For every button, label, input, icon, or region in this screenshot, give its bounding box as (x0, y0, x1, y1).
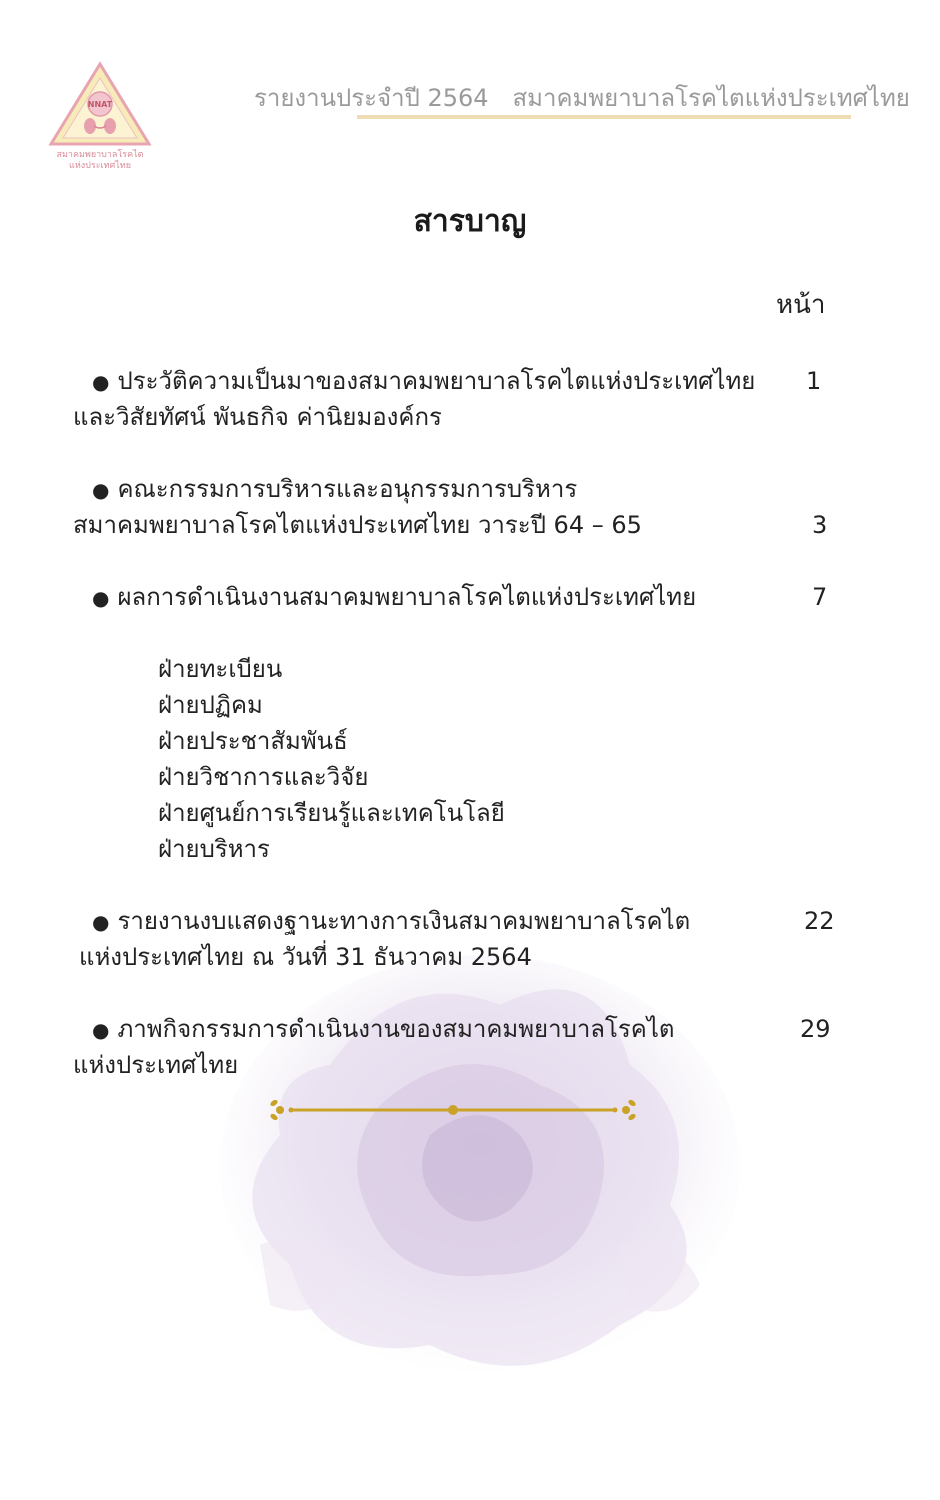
bullet-icon: ● (92, 1018, 110, 1042)
ornament-divider (266, 1096, 640, 1124)
toc-entry-5-line1[interactable] (92, 1014, 675, 1045)
bullet-icon: ● (92, 910, 110, 934)
toc-entry-4-page: 22 (804, 907, 835, 935)
header-title (254, 78, 910, 117)
logo-thai-line2: แห่งประเทศไทย (69, 161, 131, 171)
report-title: รายงานประจำปี 2564 (254, 84, 489, 112)
bullet-icon: ● (92, 370, 110, 394)
toc-entry-2-line2: สมาคมพยาบาลโรคไตแห่งประเทศไทย วาระปี 64 – 65 (73, 511, 642, 539)
toc-entry-4-text: รายงานงบแสดงฐานะทางการเงินสมาคมพยาบาลโรคไต (117, 907, 691, 935)
toc-entry-1-text: ประวัติความเป็นมาของสมาคมพยาบาลโรคไตแห่งประเทศไทย (117, 367, 756, 395)
toc-entry-2-text: คณะกรรมการบริหารและอนุกรรมการบริหาร (117, 475, 578, 503)
toc-entry-3-line1[interactable] (92, 582, 696, 613)
toc-sub-item[interactable]: ฝ่ายปฏิคม (158, 691, 263, 719)
toc-entry-5-text: ภาพกิจกรรมการดำเนินงานของสมาคมพยาบาลโรคไต (117, 1015, 675, 1043)
toc-sub-item[interactable]: ฝ่ายวิชาการและวิจัย (158, 763, 369, 791)
logo-thai-line1: สมาคมพยาบาลโรคไต (56, 150, 144, 160)
bullet-icon: ● (92, 586, 110, 610)
toc-entry-5-page: 29 (800, 1015, 831, 1043)
toc-entry-1-line1[interactable] (92, 366, 755, 397)
toc-sub-item[interactable]: ฝ่ายทะเบียน (158, 655, 283, 683)
logo-thai-name (50, 150, 150, 172)
toc-entry-1-page: 1 (806, 367, 822, 395)
bullet-icon: ● (92, 478, 110, 502)
header-rule (357, 115, 851, 119)
toc-title: สารบาญ (413, 204, 527, 239)
page-column-heading: หน้า (776, 290, 826, 320)
organization-name: สมาคมพยาบาลโรคไตแห่งประเทศไทย (512, 84, 910, 112)
toc-entry-4-line2: แห่งประเทศไทย ณ วันที่ 31 ธันวาคม 2564 (79, 943, 532, 971)
toc-entry-5-line2: แห่งประเทศไทย (73, 1051, 239, 1079)
toc-entry-4-line1[interactable] (92, 906, 690, 937)
toc-sub-item[interactable]: ฝ่ายศูนย์การเรียนรู้และเทคโนโลยี (158, 799, 505, 827)
toc-entry-1-line2: และวิสัยทัศน์ พันธกิจ ค่านิยมองค์กร (73, 403, 442, 431)
toc-sub-item[interactable]: ฝ่ายประชาสัมพันธ์ (158, 727, 348, 755)
toc-entry-3-text: ผลการดำเนินงานสมาคมพยาบาลโรคไตแห่งประเทศไทย (117, 583, 697, 611)
svg-text:NNAT: NNAT (87, 100, 113, 109)
toc-entry-2-page: 3 (812, 511, 828, 539)
toc-sub-item[interactable]: ฝ่ายบริหาร (158, 835, 270, 863)
toc-entry-3-page: 7 (812, 583, 828, 611)
toc-entry-2-line1[interactable] (92, 474, 577, 505)
